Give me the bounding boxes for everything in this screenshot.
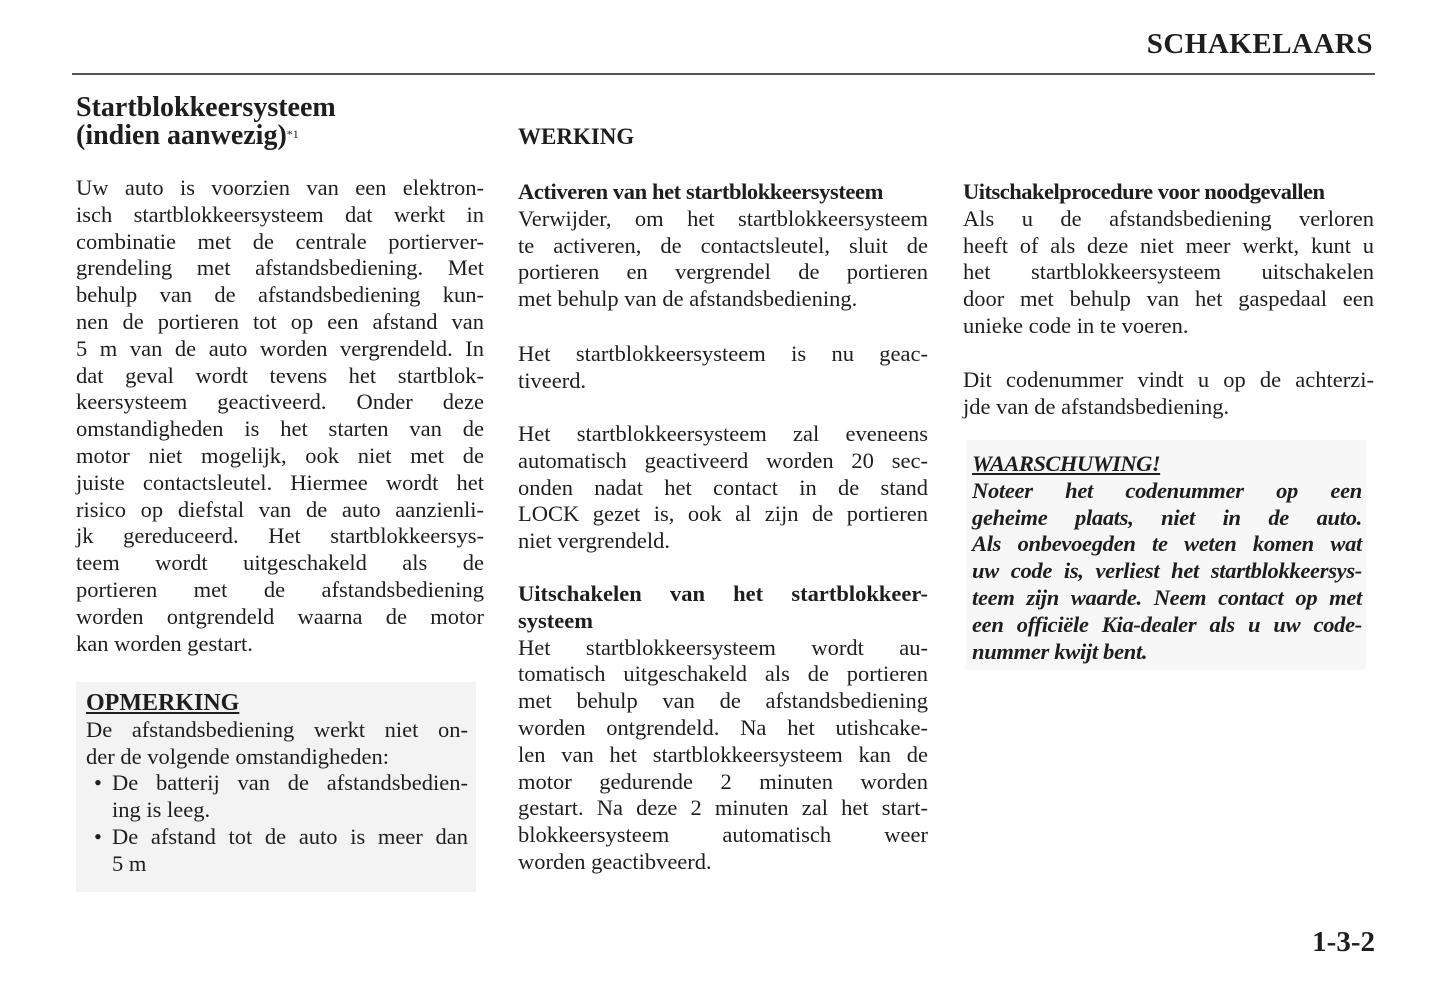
text-line: keersysteem geactiveerd. Onder deze (76, 389, 484, 415)
title-line-1: Startblokkeersysteem (76, 92, 336, 123)
note-bullet-1 (86, 770, 468, 824)
text-line: portieren met de afstandsbediening (76, 576, 484, 602)
text-line: heeft of als deze niet meer werkt, kunt u (963, 232, 1374, 258)
text-line: combinatie met de centrale portierver- (76, 228, 484, 254)
text-line: nummer kwijt bent. (972, 638, 1148, 664)
text-line: door met behulp van het gaspedaal een (963, 286, 1374, 312)
bullet-text (112, 770, 468, 824)
text-line: grendeling met afstandsbediening. Met (76, 255, 484, 281)
text-line: omstandigheden is het starten van de (76, 416, 484, 442)
title-line-2: (indien aanwezig) (76, 120, 287, 151)
emergency-text (963, 206, 1374, 340)
warning-block (972, 451, 1362, 665)
note-bullet-2 (86, 824, 468, 878)
text-line: tiveerd. (518, 367, 587, 393)
text-line: De afstand tot de auto is meer dan (112, 823, 468, 849)
text-line: geheime plaats, niet in de auto. (972, 504, 1362, 530)
text-line: isch startblokkeersysteem dat werkt in (76, 201, 484, 227)
text-line: Het startblokkeersysteem zal eveneens (518, 421, 928, 446)
werking-heading: WERKING (518, 124, 635, 149)
bullet-icon: • (94, 823, 102, 849)
text-line: unieke code in te voeren. (963, 312, 1189, 338)
activate-heading: Activeren van het startblokkeersysteem (518, 179, 883, 204)
text-line: met behulp van de afstandsbediening (518, 688, 928, 714)
text-line: dat geval wordt tevens het startblok- (76, 362, 484, 388)
text-line: 5 m (112, 850, 147, 876)
text-line: worden ontgrendeld. Na het utishcake- (518, 714, 928, 740)
text-line: len van het startblokkeersysteem kan de (518, 741, 928, 767)
text-line: worden ontgrendeld waarna de motor (76, 603, 484, 629)
text-line: motor gedurende 2 minuten worden (518, 768, 928, 794)
text-line: niet vergrendeld. (518, 528, 671, 554)
text-line: LOCK gezet is, ook al zijn de portieren (518, 501, 928, 527)
activate-text (518, 206, 928, 313)
text-line: Uw auto is voorzien van een elektron- (76, 175, 484, 200)
text-line: Als onbevoegden te weten komen wat (972, 531, 1362, 557)
intro-paragraph (76, 175, 484, 657)
code-text (963, 367, 1374, 421)
text-line: gestart. Na deze 2 minuten zal het start- (518, 795, 928, 821)
deactivate-heading (518, 581, 928, 635)
emergency-heading: Uitschakelprocedure voor noodgevallen (963, 179, 1325, 204)
text-line: een officiële Kia-dealer als u uw code- (972, 611, 1362, 637)
text-line: worden geactibveerd. (518, 848, 712, 874)
text-line: motor niet mogelijk, ook niet met de (76, 442, 484, 468)
deactivate-text (518, 635, 928, 876)
page-number: 1-3-2 (1312, 926, 1375, 958)
footnote-marker: *1 (286, 127, 299, 141)
text-line: 5 m van de auto worden vergrendeld. In (76, 335, 484, 361)
section-header: SCHAKELAARS (1146, 28, 1373, 60)
text-line: uw code is, verliest het startblokkeersys- (972, 558, 1362, 584)
text-line: blokkeersysteem automatisch weer (518, 822, 928, 848)
text-line: automatisch geactiveerd worden 20 sec- (518, 447, 928, 473)
text-line: risico op diefstal van de auto aanzienli- (76, 496, 484, 522)
bullet-text (112, 824, 468, 878)
text-line: het startblokkeersysteem uitschakelen (963, 259, 1374, 285)
text-line: Als u de afstandsbediening verloren (963, 205, 1374, 231)
activate-section (518, 179, 928, 313)
text-line: Het startblokkeersysteem wordt au- (518, 634, 928, 660)
activated-text (518, 341, 928, 395)
text-line: Het startblokkeersysteem is nu geac- (518, 341, 928, 366)
text-line: Dit codenummer vindt u op de achterzi- (963, 367, 1374, 392)
note-block (86, 690, 468, 878)
text-line: teem wordt uitgeschakeld als de (76, 550, 484, 576)
text-line: systeem (518, 607, 593, 633)
note-text (86, 717, 468, 771)
deactivate-section (518, 581, 928, 876)
page-title (76, 94, 336, 150)
text-line: Verwijder, om het startblokkeersysteem (518, 205, 928, 231)
note-heading: OPMERKING (86, 690, 240, 716)
text-line: te activeren, de contactsleutel, sluit de (518, 232, 928, 258)
emergency-section (963, 179, 1374, 340)
text-line: kan worden gestart. (76, 630, 253, 656)
text-line: nen de portieren tot op een afstand van (76, 308, 484, 334)
text-line: der de volgende omstandigheden: (86, 743, 390, 769)
text-line: juiste contactsleutel. Hiermee wordt het (76, 469, 484, 495)
text-line: ing is leeg. (112, 797, 211, 823)
text-line: Noteer het codenummer op een (972, 477, 1362, 503)
warning-heading: WAARSCHUWING! (972, 451, 1161, 476)
text-line: Uitschakelen van het startblokkeer- (518, 581, 928, 606)
text-line: De batterij van de afstandsbedien- (112, 770, 468, 796)
text-line: onden nadat het contact in de stand (518, 474, 928, 500)
text-line: De afstandsbediening werkt niet on- (86, 716, 468, 742)
warning-text (972, 478, 1362, 666)
header-rule (72, 73, 1375, 75)
text-line: jk gereduceerd. Het startblokkeersys- (76, 523, 484, 549)
text-line: teem zijn waarde. Neem contact op met (972, 584, 1362, 610)
text-line: met behulp van de afstandsbediening. (518, 286, 858, 312)
text-line: portieren en vergrendel de portieren (518, 259, 928, 285)
auto-activate-text (518, 421, 928, 555)
bullet-icon: • (94, 770, 102, 796)
text-line: behulp van de afstandsbediening kun- (76, 282, 484, 308)
text-line: jde van de afstandsbediening. (963, 393, 1230, 419)
text-line: tomatisch uitgeschakeld als de portieren (518, 661, 928, 687)
